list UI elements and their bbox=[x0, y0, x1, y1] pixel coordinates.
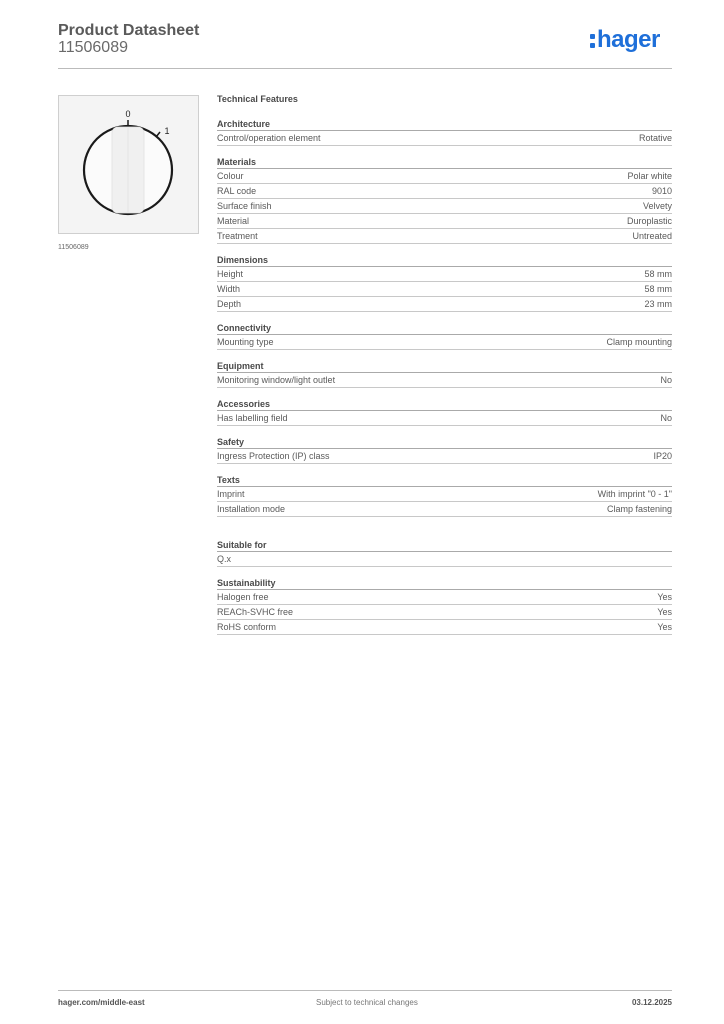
spec-group bbox=[217, 360, 672, 388]
spec-label: Ingress Protection (IP) class bbox=[217, 451, 330, 461]
spec-group-title: Texts bbox=[217, 474, 672, 487]
spec-row bbox=[217, 411, 672, 426]
spec-groups bbox=[217, 118, 672, 635]
technical-features bbox=[217, 94, 672, 635]
spec-group-title: Materials bbox=[217, 156, 672, 169]
product-id: 11506089 bbox=[58, 39, 128, 56]
spec-group bbox=[217, 398, 672, 426]
spec-row bbox=[217, 282, 672, 297]
product-image bbox=[58, 95, 199, 234]
header-divider bbox=[58, 68, 672, 69]
spec-row bbox=[217, 214, 672, 229]
spec-row bbox=[217, 297, 672, 312]
knob-label-1: 1 bbox=[164, 126, 170, 136]
spec-group bbox=[217, 254, 672, 312]
spec-row bbox=[217, 335, 672, 350]
spec-group-title: Equipment bbox=[217, 360, 672, 373]
spec-group-title: Connectivity bbox=[217, 322, 672, 335]
spec-label: Has labelling field bbox=[217, 413, 288, 423]
spec-group-title: Safety bbox=[217, 436, 672, 449]
spec-label: RoHS conform bbox=[217, 622, 277, 632]
knob-label-0: 0 bbox=[125, 109, 131, 119]
footer-website-link[interactable]: hager.com/middle-east bbox=[58, 998, 145, 1007]
spec-group-title: Suitable for bbox=[217, 539, 672, 552]
spec-label: Q.x bbox=[217, 554, 232, 564]
spec-value: Clamp fastening bbox=[606, 504, 672, 514]
spec-label: Surface finish bbox=[217, 201, 272, 211]
hager-logo[interactable] bbox=[590, 26, 676, 57]
spec-row bbox=[217, 552, 672, 567]
spec-value: 58 mm bbox=[644, 269, 672, 279]
spec-group bbox=[217, 118, 672, 146]
spec-row bbox=[217, 184, 672, 199]
spec-group bbox=[217, 156, 672, 244]
spec-row bbox=[217, 199, 672, 214]
spec-value: With imprint "0 - 1" bbox=[597, 489, 672, 499]
spec-value: Clamp mounting bbox=[606, 337, 672, 347]
spec-label: Height bbox=[217, 269, 244, 279]
spec-group bbox=[217, 577, 672, 635]
spec-group bbox=[217, 474, 672, 517]
spec-row bbox=[217, 487, 672, 502]
spec-row bbox=[217, 449, 672, 464]
spec-row bbox=[217, 373, 672, 388]
spec-value: Yes bbox=[657, 592, 672, 602]
spec-label: Colour bbox=[217, 171, 244, 181]
page-title: Product Datasheet bbox=[58, 22, 200, 39]
spec-value: Untreated bbox=[632, 231, 672, 241]
spec-row bbox=[217, 605, 672, 620]
spec-label: Depth bbox=[217, 299, 242, 309]
spec-group bbox=[217, 436, 672, 464]
footer-notice: Subject to technical changes bbox=[316, 998, 418, 1007]
image-caption: 11506089 bbox=[58, 244, 89, 251]
footer-divider bbox=[58, 990, 672, 991]
spec-row bbox=[217, 590, 672, 605]
spec-value: IP20 bbox=[653, 451, 672, 461]
spec-group-title: Sustainability bbox=[217, 577, 672, 590]
spec-value: Rotative bbox=[638, 133, 672, 143]
logo-dots-icon bbox=[590, 34, 595, 52]
spec-value: Velvety bbox=[642, 201, 672, 211]
footer-date: 03.12.2025 bbox=[631, 998, 672, 1007]
spec-value: 58 mm bbox=[644, 284, 672, 294]
technical-features-heading: Technical Features bbox=[217, 94, 298, 104]
spec-value: Yes bbox=[657, 622, 672, 632]
spec-row bbox=[217, 502, 672, 517]
spec-group bbox=[217, 539, 672, 567]
spec-value: 23 mm bbox=[644, 299, 672, 309]
spec-label: Halogen free bbox=[217, 592, 269, 602]
spec-row bbox=[217, 267, 672, 282]
spec-label: Material bbox=[217, 216, 250, 226]
spec-label: Width bbox=[217, 284, 241, 294]
spec-group-title: Dimensions bbox=[217, 254, 672, 267]
spec-group-title: Accessories bbox=[217, 398, 672, 411]
spec-label: Installation mode bbox=[217, 504, 286, 514]
spec-row bbox=[217, 169, 672, 184]
spec-row bbox=[217, 131, 672, 146]
spec-value: Duroplastic bbox=[626, 216, 672, 226]
spec-row bbox=[217, 620, 672, 635]
spec-label: Treatment bbox=[217, 231, 258, 241]
spec-value: Polar white bbox=[627, 171, 672, 181]
logo-text: hager bbox=[597, 26, 660, 53]
spec-group bbox=[217, 322, 672, 350]
spec-value: No bbox=[660, 375, 672, 385]
spec-row bbox=[217, 229, 672, 244]
spec-value: 9010 bbox=[651, 186, 672, 196]
spec-label: REACh-SVHC free bbox=[217, 607, 294, 617]
spec-value: No bbox=[660, 413, 672, 423]
spec-label: RAL code bbox=[217, 186, 257, 196]
rotary-switch-icon bbox=[59, 96, 198, 233]
spec-label: Monitoring window/light outlet bbox=[217, 375, 336, 385]
spec-value: Yes bbox=[657, 607, 672, 617]
spec-label: Imprint bbox=[217, 489, 245, 499]
spec-group-title: Architecture bbox=[217, 118, 672, 131]
spec-label: Mounting type bbox=[217, 337, 274, 347]
spec-label: Control/operation element bbox=[217, 133, 321, 143]
